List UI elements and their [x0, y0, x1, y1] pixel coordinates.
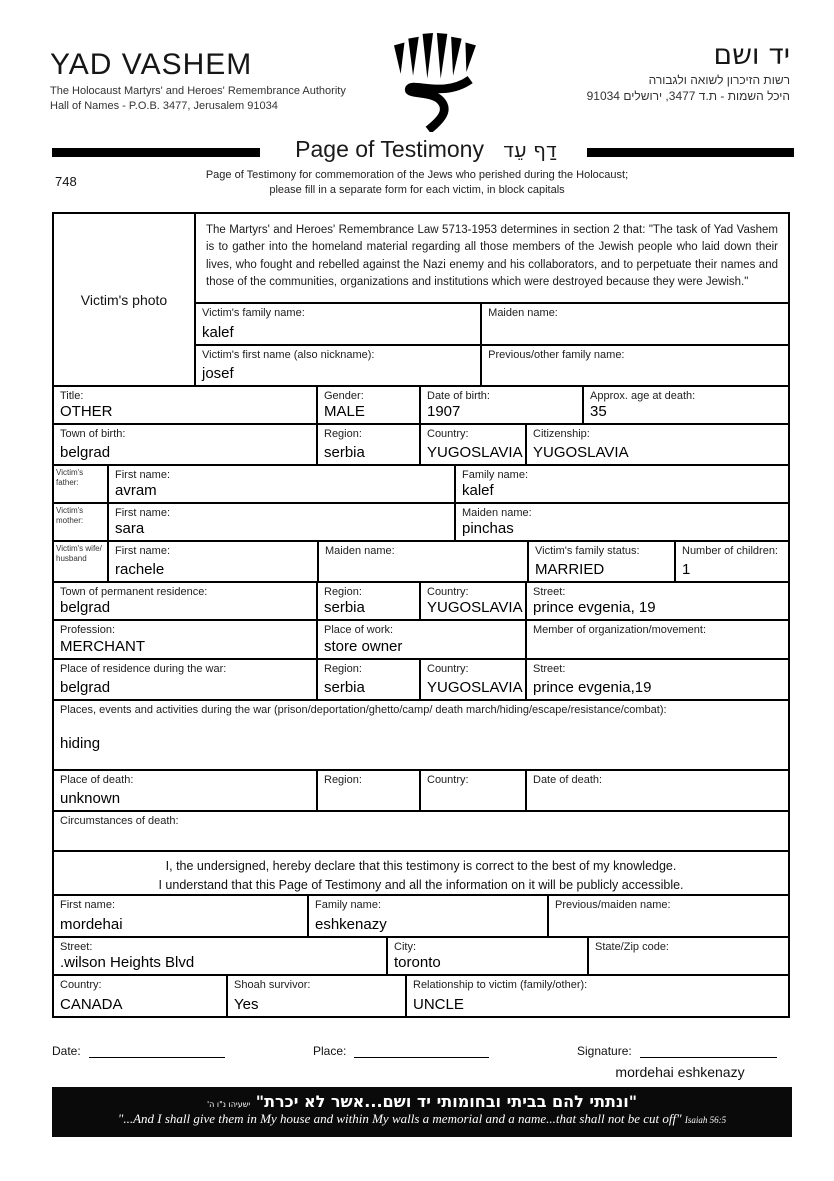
field-number-of-children: Number of children: 1 [674, 542, 788, 581]
field-submitter-previous-name: Previous/maiden name: [547, 896, 788, 936]
field-victim-family-name: Victim's family name: kalef [202, 307, 305, 341]
row-profession [54, 619, 788, 658]
field-war-residence-place: Place of residence during the war: belgrad [60, 663, 227, 696]
spouse-side-label: Victim's wife/ husband [56, 544, 102, 564]
field-maiden-name: Maiden name: [480, 304, 788, 344]
field-town-of-birth: Town of birth: belgrad [60, 428, 126, 461]
form-subtitle-line1: Page of Testimony for commemoration of the Jews who perished during the Holocaust; [205, 169, 629, 181]
field-relationship-to-victim: Relationship to victim (family/other): UNCLE [405, 976, 788, 1016]
field-submitter-first-name: First name: mordehai [60, 899, 123, 933]
title-right-bar [587, 148, 794, 157]
row-war-residence [54, 658, 788, 699]
declaration-text: I, the undersigned, hereby declare that this testimony is correct to the best of my knowledge. I understand that this Page of Testimony and all the information on it will be publicly accessible. [158, 859, 684, 893]
org-subtitle-1-hebrew: רשות הזיכרון לשואה ולגבורה [648, 73, 790, 87]
field-circumstances-of-death: Circumstances of death: [60, 815, 179, 827]
signature-name: mordehai eshkenazy [615, 1064, 745, 1080]
field-profession: Profession: MERCHANT [60, 624, 145, 655]
org-header-he [587, 38, 790, 103]
row-mother [54, 502, 788, 540]
field-residence-town: Town of permanent residence: belgrad [60, 586, 208, 616]
banner-hebrew-attribution: ישעיהו נ"ו ה' [206, 1100, 251, 1109]
banner-english-attribution: Isaiah 56:5 [684, 1115, 727, 1126]
field-father-family-name: Family name: kalef [454, 466, 788, 502]
row-first-previous [196, 344, 788, 385]
field-birth-country: Country: YUGOSLAVIA [419, 425, 525, 464]
field-organization: Member of organization/movement: [525, 621, 788, 658]
field-war-events: Places, events and activities during the war (prison/deportation/ghetto/camp/ death march/hiding/escape/resistance/combat): hiding [60, 704, 667, 752]
field-residence-region: Region: serbia [316, 583, 419, 619]
org-subtitle-2-hebrew: היכל השמות - ת.ד 3477, ירושלים 91034 [586, 89, 790, 103]
field-residence-street: Street: prince evgenia, 19 [525, 583, 788, 619]
field-war-residence-region: Region: serbia [316, 660, 419, 699]
field-war-residence-street: Street: prince evgenia,19 [525, 660, 788, 699]
field-residence-country: Country: YUGOSLAVIA [419, 583, 525, 619]
field-submitter-street: Street: .wilson Heights Blvd [60, 941, 195, 971]
field-submitter-country: Country: CANADA [60, 979, 123, 1013]
field-title: Title: OTHER [60, 390, 113, 420]
field-war-residence-country: Country: YUGOSLAVIA [419, 660, 525, 699]
field-submitter-city: City: toronto [386, 938, 587, 974]
row-town-of-birth [54, 423, 788, 464]
date-line [89, 1045, 225, 1058]
field-shoah-survivor: Shoah survivor: Yes [226, 976, 405, 1016]
org-header-en [50, 48, 346, 112]
field-previous-family-name: Previous/other family name: [480, 346, 788, 385]
signature-field: Signature: [577, 1044, 777, 1058]
page-number: 748 [55, 174, 77, 189]
field-spouse-first-name: First name: rachele [107, 542, 317, 581]
field-gender: Gender: MALE [316, 387, 419, 423]
field-mother-first-name: First name: sara [107, 504, 454, 540]
field-spouse-maiden-name: Maiden name: [317, 542, 527, 581]
field-family-status: Victim's family status: MARRIED [527, 542, 674, 581]
place-field: Place: [313, 1044, 489, 1058]
section-victim-identity [54, 214, 788, 385]
row-permanent-residence [54, 581, 788, 619]
field-submitter-state-zip: State/Zip code: [587, 938, 788, 974]
row-death [54, 769, 788, 810]
field-victim-first-name: Victim's first name (also nickname): josef [202, 349, 375, 382]
field-father-first-name: First name: avram [107, 466, 454, 502]
row-spouse [54, 540, 788, 581]
field-place-of-work: Place of work: store owner [316, 621, 525, 658]
signature-line [640, 1045, 777, 1058]
date-field: Date: [52, 1044, 225, 1058]
field-date-of-death: Date of death: [525, 771, 788, 810]
page-title-en: Page of Testimony [295, 136, 484, 162]
field-death-region: Region: [316, 771, 419, 810]
field-age-at-death: Approx. age at death: 35 [582, 387, 788, 423]
row-circumstances [54, 810, 788, 850]
banner-english-quote: "...And I shall give them in My house and within My walls a memorial and a name...that shall not be cut off" Isaiah 56:5 [117, 1111, 727, 1127]
yad-vashem-menorah-logo-icon [386, 32, 482, 132]
father-side-label: Victim's father: [56, 468, 84, 488]
remembrance-law-text: The Martyrs' and Heroes' Remembrance Law 5713-1953 determines in section 2 that: "The task of Yad Vashem is to gather into the homeland material regarding all those members of the Jewish people who laid down their lives, who fought and rebelled against the Nazi enemy and his collaborators, and to perpetuate their names and those of the communities, organizations and institutions which were destroyed because they were Jewish." [206, 224, 778, 288]
testimony-form [52, 212, 790, 1018]
field-citizenship: Citizenship: YUGOSLAVIA [525, 425, 788, 464]
field-mother-maiden-name: Maiden name: pinchas [454, 504, 788, 540]
row-title-gender-birth-age [54, 385, 788, 423]
row-father [54, 464, 788, 502]
row-declaration [54, 850, 788, 894]
form-subtitle-line2: please fill in a separate form for each victim, in block capitals [269, 183, 565, 196]
row-family-maiden [196, 302, 788, 344]
page-title-he: דַף עֵד [503, 138, 557, 162]
banner-hebrew-quote: "ונתתי להם בביתי ובחומותי יד ושם...אשר לא יכרת" ישעיהו נ"ו ה' [206, 1092, 638, 1111]
org-name-hebrew: יד ושם [713, 38, 790, 71]
org-subtitle-2: Hall of Names - P.O.B. 3477, Jerusalem 91034 [50, 100, 278, 112]
org-subtitle-1: The Holocaust Martyrs' and Heroes' Remembrance Authority [50, 85, 346, 97]
page-title-row [52, 136, 794, 166]
victim-photo-box: Victim's photo [54, 214, 196, 385]
scripture-banner [52, 1087, 792, 1137]
place-line [354, 1045, 489, 1058]
field-submitter-family-name: Family name: eshkenazy [307, 896, 547, 936]
field-place-of-death: Place of death: unknown [60, 774, 134, 807]
row-submitter-address [54, 936, 788, 974]
org-name: YAD VASHEM [50, 48, 253, 81]
row-submitter-country [54, 974, 788, 1016]
field-death-country: Country: [419, 771, 525, 810]
form-subtitle [0, 168, 834, 198]
field-birth-region: Region: serbia [316, 425, 419, 464]
mother-side-label: Victim's mother: [56, 506, 84, 526]
row-submitter-names [54, 894, 788, 936]
row-war-events [54, 699, 788, 769]
field-date-of-birth: Date of birth: 1907 [419, 387, 582, 423]
